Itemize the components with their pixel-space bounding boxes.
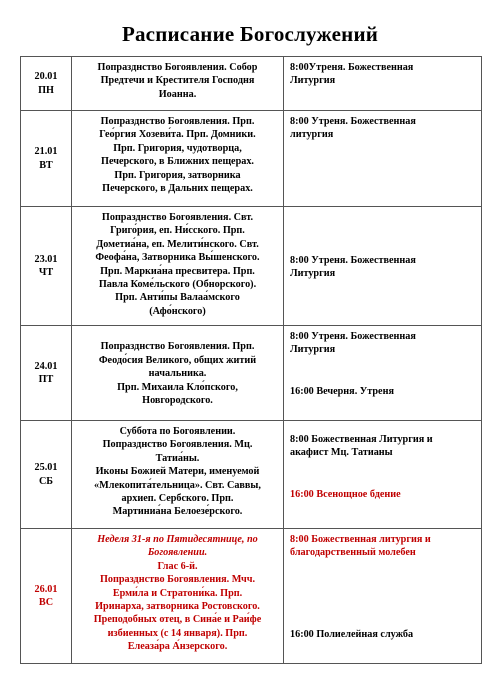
saints-line: Попразднство Богоявления. Собор	[97, 62, 258, 73]
saints-line: Попразднство Богоявления. Мц.	[102, 439, 253, 451]
saints-line: Новгородского.	[142, 395, 213, 407]
schedule-row	[21, 529, 482, 664]
page-title: Расписание Богослужений	[121, 22, 379, 46]
saints-line: Иоанна.	[158, 88, 197, 100]
date: 20.01	[34, 71, 58, 83]
schedule-table	[20, 56, 482, 664]
saints-line: Прп. Михаила Кло́пского,	[117, 381, 238, 393]
schedule-row	[21, 421, 482, 529]
saints-line: (Афо́нского)	[149, 305, 206, 317]
schedule-row	[21, 326, 482, 421]
weekday: ПТ	[38, 374, 54, 385]
sunday-title-line: Неделя 31-я по Пятидесятнице, по	[97, 534, 258, 545]
services-cell	[284, 326, 482, 421]
saints-line: Печерского, в Дальних пещерах.	[102, 183, 253, 195]
date: 25.01	[34, 462, 58, 474]
saints-line: Ерми́ла и Стратони́ка. Прп.	[112, 587, 243, 599]
saints-line: Попразднство Богоявления. Свт.	[101, 212, 254, 223]
service-line: 8:00 Утреня. Божественная	[290, 331, 416, 342]
saints-line: Прп. Маркиа́на пресвитера. Прп.	[100, 265, 255, 277]
saints-cell	[72, 326, 284, 421]
service-evening-line: 16:00 Вечерня. Утреня	[290, 385, 394, 397]
saints-cell	[72, 57, 284, 111]
saints-line: начальника.	[148, 368, 207, 380]
schedule-row	[21, 57, 482, 111]
saints-line: Прп. Григория, чудотворца,	[113, 142, 242, 154]
service-line: 8:00 Божественная литургия и	[290, 534, 431, 545]
saints-line: Глас 6-й.	[157, 560, 198, 572]
saints-line: Попразднство Богоявления. Мчч.	[99, 574, 255, 586]
service-line: 8:00 Божественная Литургия и	[290, 434, 433, 445]
schedule-row	[21, 111, 482, 207]
saints-line: Печерского, в Ближних пещерах.	[101, 156, 254, 168]
saints-cell	[72, 207, 284, 326]
date: 23.01	[34, 253, 58, 265]
saints-line: Павла Коме́льского (Обнорского).	[98, 279, 257, 291]
service-line: 8:00 Утреня. Божественная	[290, 254, 416, 266]
date: 26.01	[34, 583, 58, 595]
service-evening-line: 16:00 Полиелейная служба	[290, 628, 414, 640]
saints-line: избиенных (с 14 января). Прп.	[107, 627, 248, 639]
weekday: ВС	[38, 597, 54, 608]
service-line: Литургия	[290, 75, 336, 87]
services-cell	[284, 57, 482, 111]
saints-line: Григо́рия, еп. Ни́сского. Прп.	[110, 225, 245, 237]
saints-line: Феофа́на, Затворника Вы́шенского.	[95, 252, 260, 264]
service-line: 8:00Утреня. Божественная	[290, 62, 414, 73]
date-cell	[21, 111, 72, 207]
service-line: Литургия	[290, 268, 336, 279]
services-cell	[284, 421, 482, 529]
weekday: ЧТ	[38, 267, 54, 278]
saints-cell	[72, 111, 284, 207]
date-cell	[21, 326, 72, 421]
saints-line: Преподобных отец, в Сина́е и Раи́фе	[93, 614, 262, 626]
weekday: ПН	[38, 84, 54, 96]
date-cell	[21, 529, 72, 664]
date-cell	[21, 207, 72, 326]
services-cell	[284, 207, 482, 326]
sunday-title-line: Богоявлении.	[147, 547, 208, 559]
date-cell	[21, 421, 72, 529]
saints-line: Гео́ргия Хозеви́та. Прп. Домники.	[99, 129, 256, 141]
service-line: акафист Мц. Татианы	[290, 447, 393, 459]
saints-line: Мартиниа́на Белоезе́рского.	[112, 506, 243, 518]
saints-line: Феодо́сия Великого, общих житий	[98, 354, 257, 366]
saints-line: «Млекопита́тельница». Свт. Саввы,	[94, 479, 261, 491]
saints-line: Прп. Анти́пы Валаа́мского	[115, 292, 240, 304]
service-line: благодарственный молебен	[290, 547, 416, 559]
saints-line: Дометиа́на, еп. Мелити́нского. Свт.	[96, 238, 259, 250]
date-cell	[21, 57, 72, 111]
service-line: литургия	[290, 129, 334, 141]
saints-line: Иконы Божией Матери, именуемой	[95, 466, 260, 478]
saints-line: Попразднство Богоявления. Прп.	[100, 116, 255, 127]
saints-line: Иринарха, затворника Ростовского.	[95, 601, 260, 613]
weekday: ВТ	[39, 159, 53, 171]
service-line: Литургия	[290, 344, 336, 356]
saints-line: Татиа́ны.	[155, 452, 200, 464]
saints-line: Предтечи и Крестителя Господня	[100, 75, 255, 87]
service-line: 8:00 Утреня. Божественная	[290, 116, 416, 127]
saints-line: Елеаза́ра А́нзерского.	[127, 641, 228, 653]
saints-cell	[72, 421, 284, 529]
saints-line: Попразднство Богоявления. Прп.	[100, 341, 255, 353]
services-cell	[284, 111, 482, 207]
service-vigil-line: 16:00 Всенощное бдение	[290, 488, 401, 500]
date: 21.01	[34, 146, 58, 158]
schedule-row	[21, 207, 482, 326]
date: 24.01	[34, 360, 58, 372]
saints-line: архиеп. Сербского. Прп.	[121, 493, 234, 505]
saints-cell	[72, 529, 284, 664]
weekday: СБ	[38, 475, 54, 487]
saints-line: Суббота по Богоявлении.	[119, 426, 236, 437]
services-cell	[284, 529, 482, 664]
saints-line: Прп. Григория, затворника	[114, 169, 241, 181]
